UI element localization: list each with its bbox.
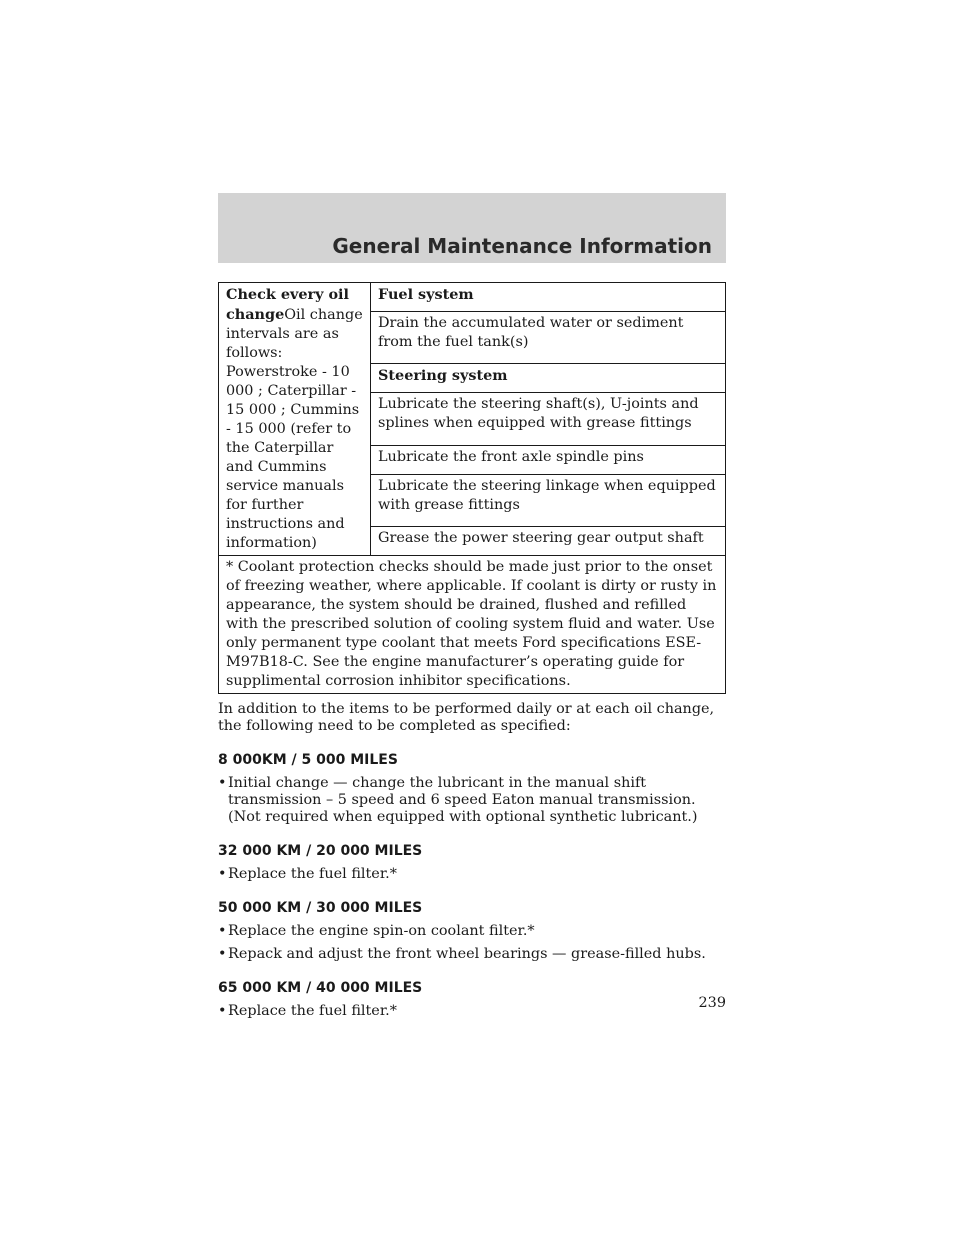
list-item-text: Replace the fuel filter.* — [228, 866, 397, 882]
header-band — [218, 193, 726, 263]
section-heading-65000km: 65 000 KM / 40 000 MILES — [218, 980, 423, 996]
page-content — [218, 282, 726, 1020]
table-cell-lubricate-spindle-pins: Lubricate the front axle spindle pins — [371, 445, 726, 474]
page-title: General Maintenance Information — [332, 234, 712, 258]
list-item-text: Replace the engine spin-on coolant filter.* — [228, 923, 535, 939]
section-heading-8000km: 8 000KM / 5 000 MILES — [218, 752, 398, 768]
list-item — [218, 866, 726, 883]
coolant-footnote: * Coolant protection checks should be made just prior to the onset of freezing weather, where applicable. If coolant is dirty or rusty in appearance, the system should be drained, flushed and refilled with the prescribed solution of cooling system fluid and water. Use only permanent type coolant that meets Ford specifications ESE-M97B18-C. See the engine manufacturer’s operating guide for supplimental corrosion inhibitor specifications. — [219, 556, 726, 694]
list-item-text: Replace the fuel filter.* — [228, 1003, 397, 1019]
intro-paragraph: In addition to the items to be performed daily or at each oil change, the following need to be completed as specified: — [218, 701, 715, 734]
list-item — [218, 923, 726, 940]
table-cell-steering-system-heading: Steering system — [371, 364, 726, 393]
list-item-text: Repack and adjust the front wheel bearings — grease-filled hubs. — [228, 946, 706, 962]
section-heading-50000km: 50 000 KM / 30 000 MILES — [218, 900, 423, 916]
table-cell-fuel-system-heading: Fuel system — [371, 283, 726, 312]
bullet-icon: • — [218, 1003, 227, 1019]
bullet-icon: • — [218, 775, 227, 791]
oil-change-heading: Check every oil change — [226, 286, 349, 323]
list-item — [218, 775, 726, 826]
oil-change-cell — [219, 283, 371, 556]
table-cell-grease-power-steering: Grease the power steering gear output shaft — [371, 526, 726, 555]
table-cell-drain-water: Drain the accumulated water or sediment from the fuel tank(s) — [371, 312, 726, 364]
section-heading-32000km: 32 000 KM / 20 000 MILES — [218, 843, 423, 859]
maintenance-table — [218, 282, 726, 694]
bullet-icon: • — [218, 946, 227, 962]
table-cell-lubricate-steering-linkage: Lubricate the steering linkage when equipped with grease fittings — [371, 474, 726, 526]
page-number: 239 — [698, 995, 726, 1011]
list-item-text: Initial change — change the lubricant in the manual shift transmission – 5 speed and 6 speed Eaton manual transmission. (Not required when equipped with optional synthetic lubricant.) — [228, 775, 698, 825]
list-item — [218, 946, 726, 963]
list-item — [218, 1003, 726, 1020]
bullet-icon: • — [218, 923, 227, 939]
oil-change-text: Oil change intervals are as follows: Powerstroke - 10 000 ; Caterpillar - 15 000 ; Cummins - 15 000 (refer to the Caterpillar and Cummins service manuals for further instructions and information) — [226, 307, 363, 551]
table-cell-lubricate-steering-shaft: Lubricate the steering shaft(s), U-joints and splines when equipped with grease fittings — [371, 393, 726, 445]
bullet-icon: • — [218, 866, 227, 882]
